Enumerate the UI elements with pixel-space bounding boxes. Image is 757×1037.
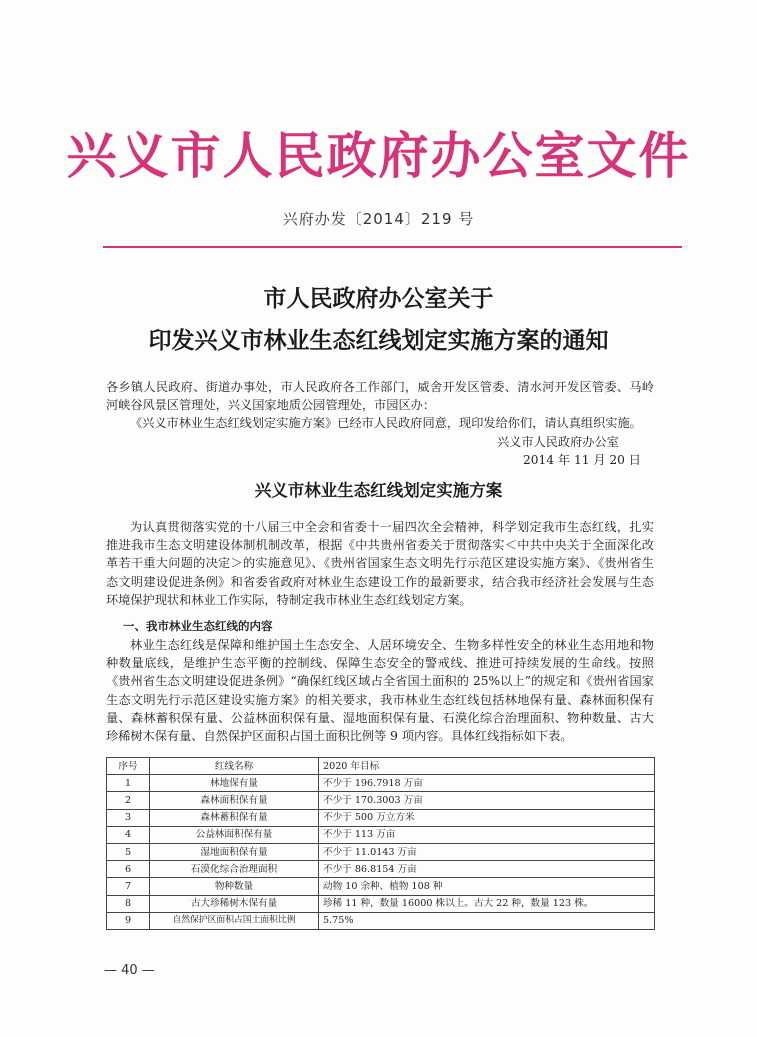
table-cell-target: 不少于 170.3003 万亩 <box>319 792 655 809</box>
table-cell-target: 珍稀 11 种，数量 16000 株以上。古大 22 种，数量 123 株。 <box>319 895 655 912</box>
table-cell-name: 物种数量 <box>150 878 319 895</box>
table-header-row <box>107 758 655 775</box>
table-row <box>107 843 655 860</box>
table-cell-number: 5 <box>107 843 150 860</box>
table-cell-target: 不少于 196.7918 万亩 <box>319 775 655 792</box>
table-cell-number: 8 <box>107 895 150 912</box>
table-cell-number: 9 <box>107 912 150 929</box>
table-cell-number: 4 <box>107 826 150 843</box>
notice-body-paragraph: 《兴义市林业生态红线划定实施方案》已经市人民政府同意，现印发给你们，请认真组织实施。 <box>130 416 642 430</box>
header-cell-name: 红线名称 <box>150 758 319 775</box>
table-cell-target: 动物 10 余种、植物 108 种 <box>319 878 655 895</box>
table-cell-target: 不少于 113 万亩 <box>319 826 655 843</box>
red-line-targets-table <box>106 757 655 930</box>
table-cell-target: 不少于 11.0143 万亩 <box>319 843 655 860</box>
table-cell-name: 森林面积保有量 <box>150 792 319 809</box>
table-cell-name: 公益林面积保有量 <box>150 826 319 843</box>
table-row <box>107 792 655 809</box>
table-cell-target: 不少于 500 万立方米 <box>319 809 655 826</box>
table-cell-number: 7 <box>107 878 150 895</box>
plan-intro-paragraph: 为认真贯彻落实党的十八届三中全会和省委十一届四次全会精神，科学划定我市生态红线，扎实推进我市生态文明建设体制机制改革，根据《中共贵州省委关于贯彻落实＜中共中央关于全面深化改革若干重大问题的决定＞的实施意见》、《贵州省国家生态文明先行示范区建设实施方案》、《贵州省生态文明建设促进条例》和省委省政府对林业生态建设工作的最新要求，结合我市经济社会发展与生态环境保护现状和林业工作实际，特制定我市林业生态红线划定方案。 <box>106 520 654 607</box>
table-row <box>107 878 655 895</box>
page-number: — 40 — <box>104 963 155 978</box>
table-cell-name: 森林蓄积保有量 <box>150 809 319 826</box>
table-cell-name: 湿地面积保有量 <box>150 843 319 860</box>
table-cell-name: 林地保有量 <box>150 775 319 792</box>
table-cell-number: 2 <box>107 792 150 809</box>
table-row <box>107 809 655 826</box>
table-cell-name: 自然保护区面积占国土面积比例 <box>150 912 319 929</box>
plan-title: 兴义市林业生态红线划定实施方案 <box>254 481 503 500</box>
notice-title-line-1: 市人民政府办公室关于 <box>263 285 494 312</box>
section-1-paragraph: 林业生态红线是保障和维护国土生态安全、人居环境安全、生物多样性安全的林业生态用地和物种数量底线，是维护生态平衡的控制线、保障生态安全的警戒线、推进可持续发展的生命线。按照《贵州省生态文明建设促进条例》“确保红线区域占全省国土面积的 25%以上”的规定和《贵州省国家生态文明先行示范区建设实施方案》的相关要求，我市林业生态红线包括林地保有量、森林面积保有量、森林蓄积保有量、公益林面积保有量、湿地面积保有量、石漠化综合治理面积、物种数量、古大珍稀树木保有量、自然保护区面积占国土面积比例等 9 项内容。具体红线指标如下表。 <box>106 638 654 744</box>
table-row <box>107 912 655 929</box>
issue-date: 2014 年 11 月 20 日 <box>523 453 641 467</box>
table-cell-name: 石漠化综合治理面积 <box>150 861 319 878</box>
table-cell-target: 不少于 86.8154 万亩 <box>319 861 655 878</box>
table-cell-name: 古大珍稀树木保有量 <box>150 895 319 912</box>
table-cell-number: 3 <box>107 809 150 826</box>
table-row <box>107 895 655 912</box>
table-cell-target: 5.75% <box>319 912 655 929</box>
section-1-heading: 一、我市林业生态红线的内容 <box>123 619 273 633</box>
table-cell-number: 1 <box>107 775 150 792</box>
document-number: 兴府办发〔2014〕219 号 <box>282 210 475 228</box>
table-row <box>107 826 655 843</box>
table-row <box>107 861 655 878</box>
signer: 兴义市人民政府办公室 <box>497 435 619 449</box>
header-cell-number: 序号 <box>107 758 150 775</box>
table-row <box>107 775 655 792</box>
red-separator-line <box>103 246 682 248</box>
recipients-paragraph: 各乡镇人民政府、街道办事处，市人民政府各工作部门，威舍开发区管委、清水河开发区管委、马岭河峡谷风景区管理处，兴义国家地质公园管理处，市园区办： <box>106 380 654 413</box>
table-cell-number: 6 <box>107 861 150 878</box>
red-header-title: 兴义市人民政府办公室文件 <box>66 126 691 185</box>
notice-title-line-2: 印发兴义市林业生态红线划定实施方案的通知 <box>148 327 609 354</box>
header-cell-target: 2020 年目标 <box>319 758 655 775</box>
